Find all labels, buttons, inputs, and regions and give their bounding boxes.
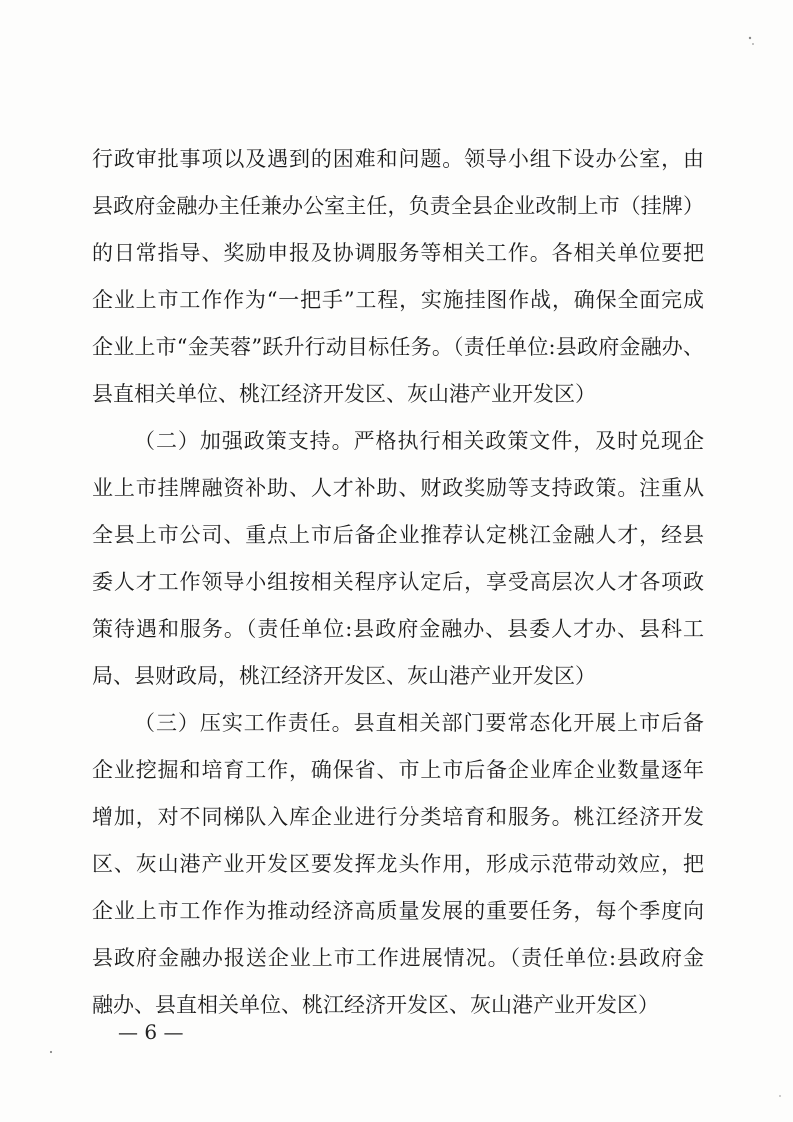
text-line: 区、灰山港产业开发区要发挥龙头作用，形成示范带动效应，把 <box>92 852 704 876</box>
text-line: 企业挖掘和培育工作，确保省、市上市后备企业库企业数量逐年 <box>92 758 704 782</box>
text-line: 局、县财政局，桃江经济开发区、灰山港产业开发区） <box>92 664 596 688</box>
text-line: 委人才工作领导小组按相关程序认定后，享受高层次人才各项政 <box>92 570 704 594</box>
text-line: 业上市挂牌融资补助、人才补助、财政奖励等支持政策。注重从 <box>92 476 704 500</box>
scan-speck <box>779 1095 781 1097</box>
text-line: 融办、县直相关单位、桃江经济开发区、灰山港产业开发区） <box>92 993 659 1017</box>
scan-speck <box>50 1051 52 1053</box>
scan-speck <box>752 43 754 45</box>
text-line: 企业上市工作作为“一把手”工程，实施挂图作战，确保全面完成 <box>92 288 704 312</box>
section-heading-line: （二）加强政策支持。严格执行相关政策文件，及时兑现企 <box>134 429 704 453</box>
text-line: 企业上市工作作为推动经济高质量发展的重要任务，每个季度向 <box>92 899 704 923</box>
text-line: 县政府金融办主任兼办公室主任，负责全县企业改制上市（挂牌） <box>92 194 704 218</box>
text-line: 的日常指导、奖励申报及协调服务等相关工作。各相关单位要把 <box>92 241 704 265</box>
text-line: 企业上市“金芙蓉”跃升行动目标任务。（责任单位:县政府金融办、 <box>92 335 704 359</box>
text-line: 行政审批事项以及遇到的困难和问题。领导小组下设办公室，由 <box>92 147 704 171</box>
text-line: 全县上市公司、重点上市后备企业推荐认定桃江金融人才，经县 <box>92 523 704 547</box>
text-line: 县政府金融办报送企业上市工作进展情况。（责任单位:县政府金 <box>92 946 704 970</box>
page-number: — 6 — <box>118 1020 184 1044</box>
section-heading-line: （三）压实工作责任。县直相关部门要常态化开展上市后备 <box>134 711 704 735</box>
text-line: 增加，对不同梯队入库企业进行分类培育和服务。桃江经济开发 <box>92 805 704 829</box>
text-line: 策待遇和服务。（责任单位:县政府金融办、县委人才办、县科工 <box>92 617 704 641</box>
text-line: 县直相关单位、桃江经济开发区、灰山港产业开发区） <box>92 382 596 406</box>
scan-speck <box>749 37 751 39</box>
